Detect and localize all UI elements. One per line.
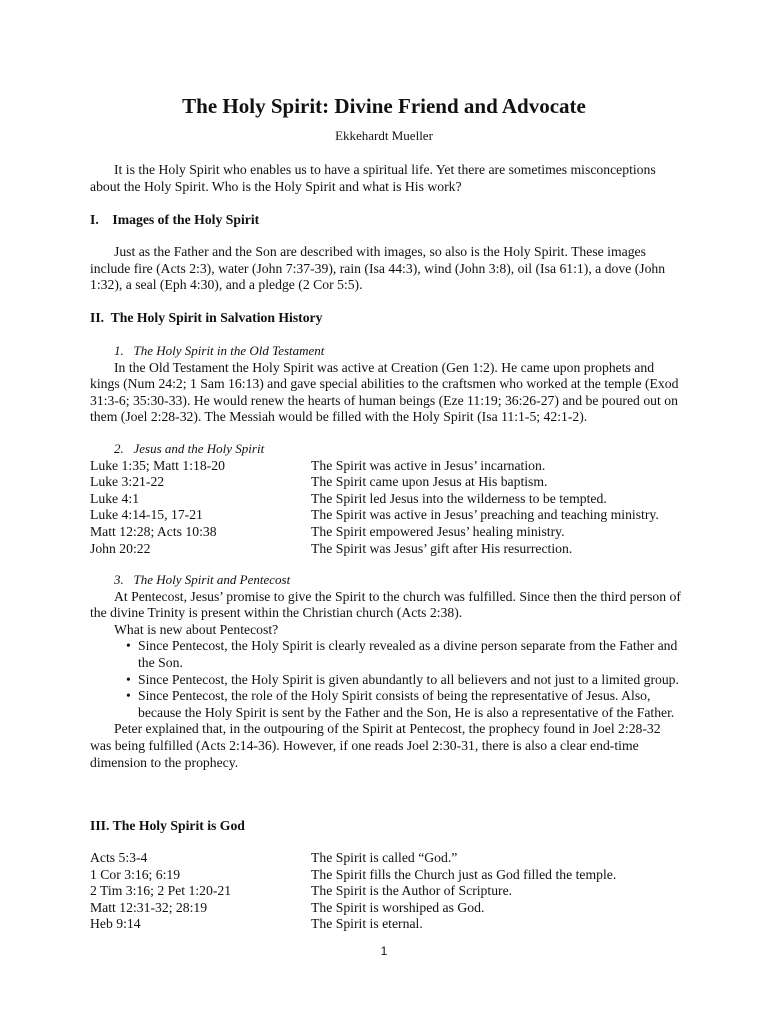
table-row bbox=[90, 507, 685, 524]
reference-cell: Heb 9:14 bbox=[90, 916, 141, 932]
spirit-is-god-table bbox=[90, 850, 685, 933]
description-cell: The Spirit is eternal. bbox=[311, 916, 423, 932]
description-cell: The Spirit led Jesus into the wilderness to be tempted. bbox=[311, 490, 607, 506]
table-row bbox=[90, 883, 685, 900]
reference-cell: 1 Cor 3:16; 6:19 bbox=[90, 866, 181, 882]
reference-cell: Luke 3:21-22 bbox=[90, 474, 165, 490]
pentecost-text: At Pentecost, Jesus’ promise to give the Spirit to the church was fulfilled. Since then the third person of the divine Trinity is present within the Christian church (Acts 2:38). bbox=[90, 588, 681, 621]
description-cell: The Spirit is called “God.” bbox=[311, 850, 458, 865]
table-row bbox=[90, 867, 685, 884]
description-cell: The Spirit is the Author of Scripture. bbox=[311, 883, 513, 899]
bullet-item bbox=[90, 638, 685, 671]
table-row bbox=[90, 458, 685, 475]
bullet-glyph: • bbox=[126, 688, 131, 704]
section-1-text: Just as the Father and the Son are described with images, so also is the Holy Spirit. These images include fire (Acts 2:3), water (John 7:37-39), rain (Isa 44:3), wind (John 3:8), oil (Isa 61:1), a dove (John 1:32), a seal (Eph 4:30), and a pledge (2 Cor 5:5). bbox=[90, 244, 666, 293]
table-row bbox=[90, 474, 685, 491]
subsection-1-heading: 1. The Holy Spirit in the Old Testament bbox=[114, 343, 325, 358]
table-row bbox=[90, 850, 685, 867]
section-3-heading: III. The Holy Spirit is God bbox=[90, 818, 245, 833]
reference-cell: 2 Tim 3:16; 2 Pet 1:20-21 bbox=[90, 883, 232, 899]
reference-cell: Matt 12:31-32; 28:19 bbox=[90, 899, 208, 915]
section-2-heading: II. The Holy Spirit in Salvation History bbox=[90, 310, 323, 325]
bullet-glyph: • bbox=[126, 638, 131, 654]
description-cell: The Spirit was Jesus’ gift after His resurrection. bbox=[311, 540, 573, 556]
reference-cell: Luke 1:35; Matt 1:18-20 bbox=[90, 457, 225, 473]
subsection-3 bbox=[90, 572, 685, 771]
section-1-heading: I. Images of the Holy Spirit bbox=[90, 212, 260, 227]
description-cell: The Spirit came upon Jesus at His baptism. bbox=[311, 474, 548, 490]
jesus-spirit-table bbox=[90, 458, 685, 558]
bullet-item bbox=[90, 672, 685, 689]
description-cell: The Spirit was active in Jesus’ incarnation. bbox=[311, 457, 546, 473]
subsection-3-heading: 3. The Holy Spirit and Pentecost bbox=[114, 572, 291, 587]
description-cell: The Spirit fills the Church just as God filled the temple. bbox=[311, 866, 617, 882]
intro-text: It is the Holy Spirit who enables us to have a spiritual life. Yet there are sometimes misconceptions about the Holy Spirit. Who is the Holy Spirit and what is His work? bbox=[90, 162, 656, 194]
subsection-1-text: In the Old Testament the Holy Spirit was active at Creation (Gen 1:2). He came upon prophets and kings (Num 24:2; 1 Sam 16:13) and gave special abilities to the craftsmen who worked at the temple (Exod 31:3-6; 35:30-33). He would renew the hearts of human beings (Eze 11:19; 36:26-27) and be poured out on them (Joel 2:28-32). The Messiah would be filled with the Holy Spirit (Isa 11:1-5; 42:1-2). bbox=[90, 359, 679, 425]
pentecost-conclusion: Peter explained that, in the outpouring of the Spirit at Pentecost, the prophecy found in Joel 2:28-32 was being fulfilled (Acts 2:14-36). However, if one reads Joel 2:30-31, there is also a clear end-time dimension to the prophecy. bbox=[90, 721, 661, 770]
description-cell: The Spirit empowered Jesus’ healing ministry. bbox=[311, 523, 565, 539]
bullet-text: Since Pentecost, the Holy Spirit is clearly revealed as a divine person separate from the Father and the Son. bbox=[138, 638, 678, 670]
subsection-2-heading: 2. Jesus and the Holy Spirit bbox=[114, 441, 265, 456]
reference-cell: Luke 4:14-15, 17-21 bbox=[90, 507, 203, 523]
pentecost-question: What is new about Pentecost? bbox=[114, 621, 279, 637]
bullet-text: Since Pentecost, the role of the Holy Spirit consists of being the representative of Jesus. Also, because the Holy Spirit is sent by the Father and the Son, He is also a representative of the Father. bbox=[138, 688, 675, 720]
bullet-text: Since Pentecost, the Holy Spirit is given abundantly to all believers and not just to a limited group. bbox=[138, 671, 679, 687]
table-row bbox=[90, 900, 685, 917]
table-row bbox=[90, 916, 685, 933]
description-cell: The Spirit was active in Jesus’ preaching and teaching ministry. bbox=[311, 507, 659, 523]
table-row bbox=[90, 541, 685, 558]
intro-paragraph bbox=[90, 162, 685, 195]
page-number: 1 bbox=[380, 944, 388, 958]
bullet-glyph: • bbox=[126, 671, 131, 687]
subsection-1 bbox=[90, 343, 685, 426]
reference-cell: John 20:22 bbox=[90, 540, 151, 556]
author-name: Ekkehardt Mueller bbox=[335, 128, 433, 143]
reference-cell: Acts 5:3-4 bbox=[90, 850, 148, 865]
reference-cell: Luke 4:1 bbox=[90, 490, 140, 506]
table-row bbox=[90, 524, 685, 541]
bullet-item bbox=[90, 688, 685, 721]
section-1-paragraph bbox=[90, 244, 685, 294]
table-row bbox=[90, 491, 685, 508]
subsection-2 bbox=[90, 441, 685, 557]
description-cell: The Spirit is worshiped as God. bbox=[311, 899, 485, 915]
document-title: The Holy Spirit: Divine Friend and Advocate bbox=[182, 94, 586, 118]
reference-cell: Matt 12:28; Acts 10:38 bbox=[90, 523, 217, 539]
